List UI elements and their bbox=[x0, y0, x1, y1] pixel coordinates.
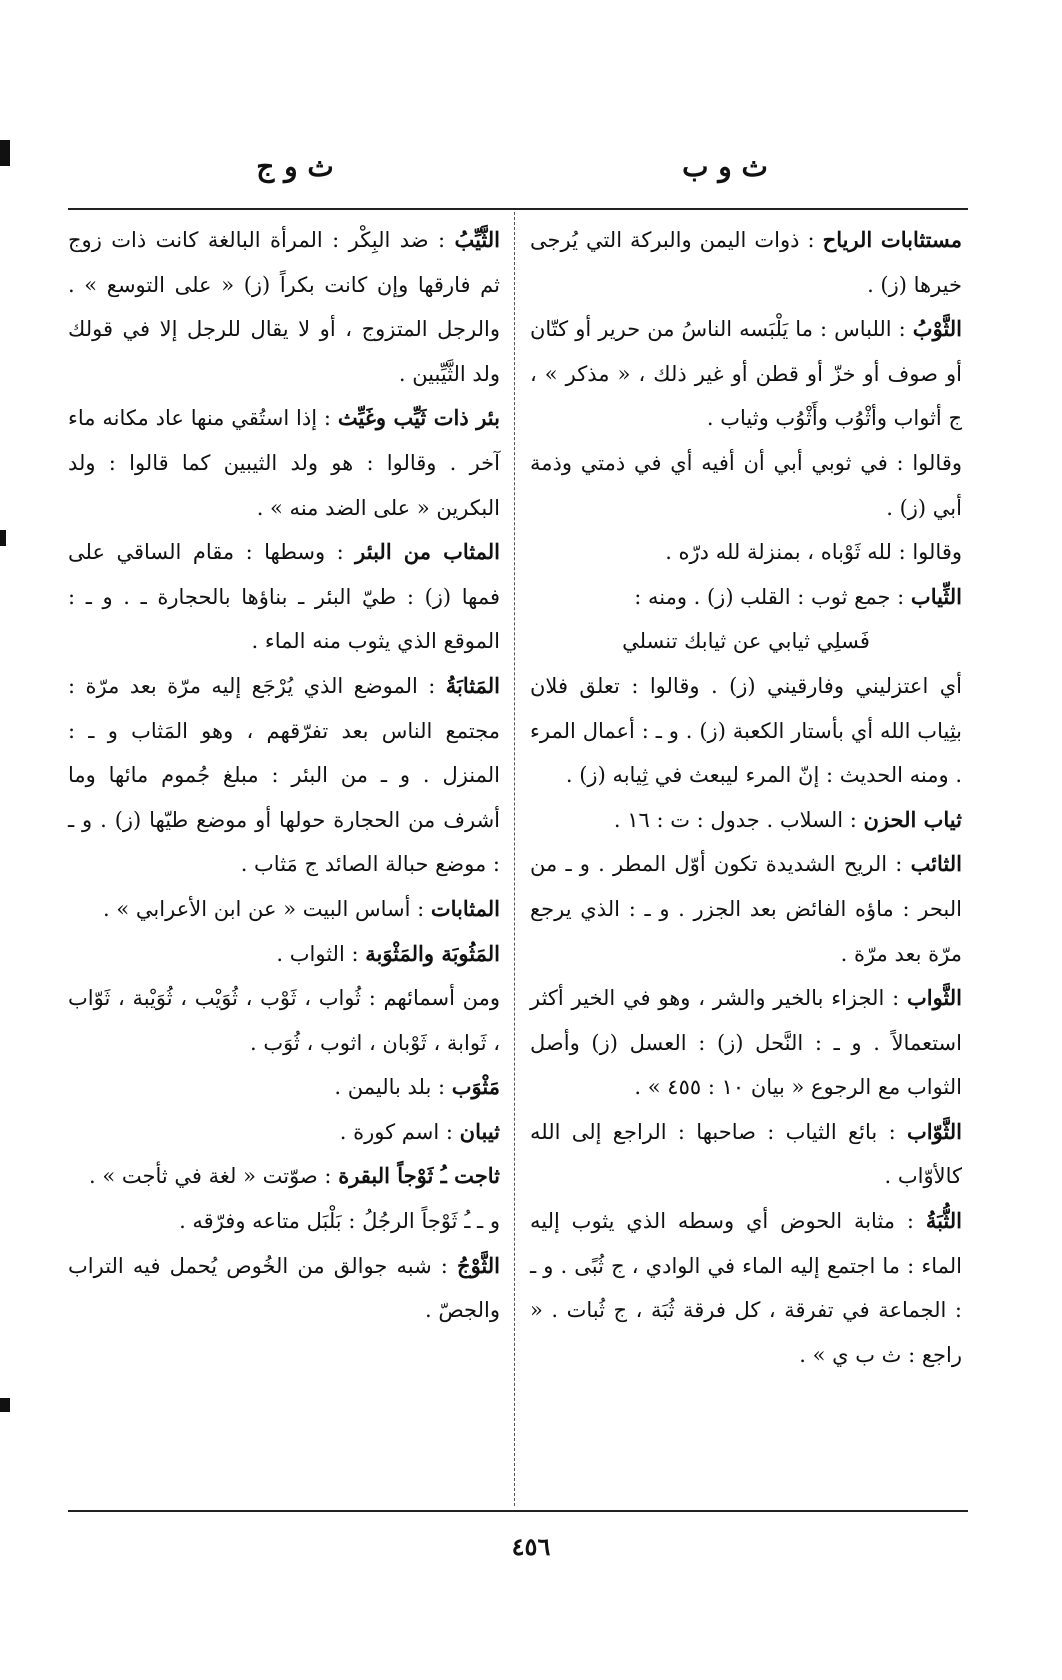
dictionary-entry bbox=[68, 1199, 500, 1244]
dictionary-entry bbox=[68, 887, 500, 932]
entry-definition: أي اعتزليني وفارقيني (ز) . وقالوا : تعلق فلان بثِياب الله أي بأستار الكعبة (ز) . و ـ : أعمال المرء . ومنه الحديث : إنّ المرء ليبعث في ثِيابه (ز) . bbox=[530, 673, 962, 788]
dictionary-entry bbox=[68, 1244, 500, 1333]
entry-definition: وقالوا : لله ثَوْباه ، بمنزلة لله درّه . bbox=[665, 540, 962, 565]
entry-definition: : الريح الشديدة تكون أوّل المطر . و ـ من البحر : ماؤه الفائض بعد الجزر . و ـ : الذي يرجع مرّة بعد مرّة . bbox=[530, 852, 962, 966]
entry-definition: : السلاب . جدول : ت : ١٦ . bbox=[613, 807, 857, 832]
entry-definition: : وسطها : مقام الساقي على فمها (ز) : طيّ البئر ـ بناؤها بالحجارة ـ . و ـ : الموقع الذي يثوب منه الماء . bbox=[68, 540, 500, 654]
scan-edge-mark bbox=[0, 530, 6, 546]
entry-headword: المثابات bbox=[430, 895, 500, 921]
entry-definition: : شبه جوالق من الخُوص يُحمل فيه التراب والجصّ . bbox=[68, 1253, 500, 1323]
dictionary-entry bbox=[530, 575, 962, 620]
entry-headword: الثَّوّاب bbox=[906, 1118, 962, 1144]
dictionary-entry bbox=[68, 932, 500, 977]
running-header-right: ث و ب bbox=[682, 150, 768, 183]
entry-headword: المَثُوبَة والمَثْوَبة bbox=[365, 940, 500, 966]
entry-headword: الثُّبَةُ bbox=[925, 1208, 962, 1234]
dictionary-entry bbox=[530, 530, 962, 575]
entry-headword: ثاجت ـُ ثَوْجاً البقرة bbox=[338, 1163, 500, 1189]
entry-definition: ومن أسمائهم : ثُواب ، ثَوْب ، ثُوَيْب ، ثُوَيْبة ، ثَوّاب ، ثَوابة ، ثَوْبان ، اثوب ، ثُوَب . bbox=[68, 986, 500, 1055]
verse-line bbox=[530, 619, 962, 664]
left-column bbox=[68, 218, 500, 1333]
entry-definition: : مثابة الحوض أي وسطه الذي يثوب إليه الماء : ما اجتمع إليه الماء في الوادي ، ج ثُبًى . و ـ : الجماعة في تفرقة ، كل فرقة ثُبَة ، ج ثُبات . « راجع : ث ب ي » . bbox=[530, 1209, 962, 1367]
entry-definition: : اسم كورة . bbox=[339, 1119, 453, 1144]
entry-headword: المثاب من البئر bbox=[355, 539, 500, 565]
running-header-left: ث و ج bbox=[256, 150, 334, 183]
entry-headword: ثياب الحزن bbox=[863, 806, 962, 832]
entry-headword: الثِّياب bbox=[910, 583, 962, 609]
entry-headword: المَثابَةُ bbox=[445, 672, 500, 698]
entry-headword: الثَّواب bbox=[906, 985, 962, 1011]
dictionary-entry bbox=[68, 1154, 500, 1199]
entry-definition: : جمع ثوب : القلب (ز) . ومنه : bbox=[634, 584, 905, 609]
entry-definition: وقالوا : في ثوبي أبي أن أفيه أي في ذمتي وذمة أبي (ز) . bbox=[530, 450, 962, 520]
entry-definition: : اللباس : ما يَلْبَسه الناسُ من حرير أو كتّان أو صوف أو خزّ أو قطن أو غير ذلك ، « مذكر » ، ج أثواب وأثْوُب وأَثْوُب وثياب . bbox=[530, 317, 962, 431]
dictionary-entry bbox=[530, 441, 962, 530]
dictionary-entry bbox=[68, 976, 500, 1065]
entry-definition: : بائع الثياب : صاحبها : الراجع إلى الله كالأوّاب . bbox=[530, 1119, 962, 1189]
entry-headword: مَثْوَب bbox=[451, 1074, 500, 1100]
dictionary-entry bbox=[530, 1199, 962, 1377]
dictionary-entry bbox=[530, 1110, 962, 1199]
entry-definition: فَسلِي ثيابي عن ثيابك تنسلي bbox=[622, 629, 870, 654]
column-divider bbox=[514, 212, 515, 1506]
entry-headword: الثَّوْجُ bbox=[457, 1252, 500, 1278]
dictionary-entry bbox=[530, 218, 962, 307]
entry-definition: : بلد باليمن . bbox=[334, 1075, 446, 1100]
scan-edge-mark bbox=[0, 140, 10, 166]
scan-edge-mark bbox=[0, 1398, 10, 1412]
entry-definition: : ذوات اليمن والبركة التي يُرجى خيرها (ز) . bbox=[530, 228, 962, 297]
entry-headword: الثَّوْبُ bbox=[912, 316, 962, 342]
dictionary-entry bbox=[530, 798, 962, 843]
entry-headword: مستثابات الرياح bbox=[822, 227, 962, 252]
dictionary-entry bbox=[68, 530, 500, 664]
dictionary-entry bbox=[68, 1110, 500, 1155]
header-rule bbox=[68, 208, 968, 210]
dictionary-entry bbox=[68, 396, 500, 530]
entry-definition: و ـ ـُ ثَوْجاً الرجُلُ : بَلْبَل متاعه وفرّقه . bbox=[179, 1209, 500, 1234]
dictionary-entry bbox=[530, 307, 962, 441]
entry-headword: الثَّيِّبُ bbox=[454, 227, 500, 252]
dictionary-entry bbox=[530, 976, 962, 1110]
footer-rule bbox=[68, 1510, 968, 1512]
dictionary-entry bbox=[68, 664, 500, 887]
entry-definition: : صوّتت « لغة في ثأجت » . bbox=[89, 1164, 332, 1189]
dictionary-entry bbox=[530, 664, 962, 798]
right-column bbox=[530, 218, 962, 1377]
dictionary-entry bbox=[68, 1065, 500, 1110]
entry-definition: : ضد البِكْر : المرأة البالغة كانت ذات زوج ثم فارقها وإن كانت بكراً (ز) « على التوسع » . والرجل المتزوج ، أو لا يقال للرجل إلا في قولك ولد الثَّيِّبين . bbox=[68, 228, 500, 386]
entry-headword: ثيبان bbox=[459, 1118, 500, 1144]
entry-definition: : الجزاء بالخير والشر ، وهو في الخير أكثر استعمالاً . و ـ : النَّحل (ز) : العسل (ز) وأصل الثواب مع الرجوع « بيان ١٠ : ٤٥٥ » . bbox=[530, 986, 962, 1100]
entry-headword: الثائب bbox=[910, 851, 962, 877]
entry-definition: : أساس البيت « عن ابن الأعرابي » . bbox=[103, 896, 425, 921]
entry-definition: : الثواب . bbox=[276, 941, 359, 966]
dictionary-entry bbox=[68, 218, 500, 396]
page-number: ٤٥٦ bbox=[511, 1532, 551, 1561]
entry-headword: بئر ذات ثَيِّب وغَيِّث bbox=[337, 405, 500, 431]
entry-definition: : الموضع الذي يُرْجَع إليه مرّة بعد مرّة : مجتمع الناس بعد تفرّقهم ، وهو المَثاب و ـ : المنزل . و ـ من البئر : مبلغ جُموم مائها وما أشرف من الحجارة حولها أو موضع طيّها (ز) . و ـ : موضع حبالة الصائد ج مَثاب . bbox=[68, 673, 500, 877]
entry-definition: : إذا استُقي منها عاد مكانه ماء آخر . وقالوا : هو ولد الثيبين كما قالوا : ولد البكرين « على الضد منه » . bbox=[68, 406, 500, 520]
dictionary-entry bbox=[530, 842, 962, 976]
